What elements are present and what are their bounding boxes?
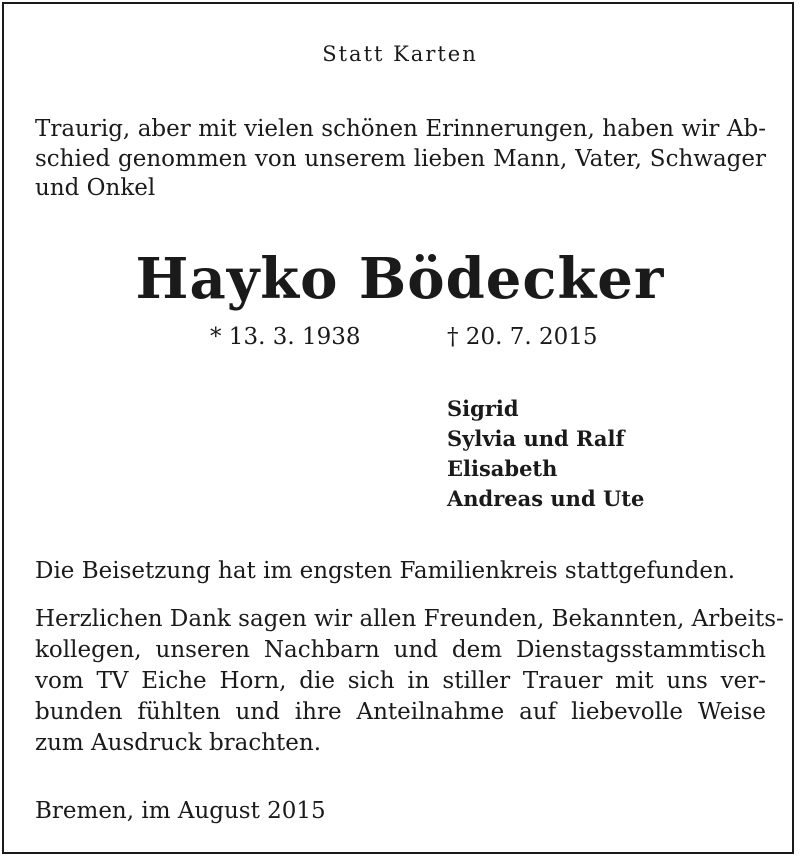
death-date: † 20. 7. 2015 — [447, 324, 598, 350]
thanks-line-3: vom TV Eiche Horn, die sich in stiller Trauer mit uns ver- — [35, 668, 766, 694]
intro-line-3: und Onkel — [35, 175, 156, 201]
place-date: Bremen, im August 2015 — [35, 798, 326, 824]
thanks-line-4: bunden fühlten und ihre Anteilnahme auf liebevolle Weise — [35, 699, 766, 725]
family-member-4: Andreas und Ute — [447, 486, 645, 511]
intro-line-1: Traurig, aber mit vielen schönen Erinnerungen, haben wir Ab- — [35, 116, 766, 142]
deceased-name: Hayko Bödecker — [135, 246, 665, 312]
thanks-line-2: kollegen, unseren Nachbarn und dem Dienstagsstammtisch — [35, 637, 766, 663]
thanks-line-1: Herzlichen Dank sagen wir allen Freunden, Bekannten, Arbeits- — [35, 606, 784, 632]
family-member-2: Sylvia und Ralf — [447, 426, 625, 451]
family-member-1: Sigrid — [447, 396, 519, 421]
burial-note: Die Beisetzung hat im engsten Familienkreis stattgefunden. — [35, 558, 736, 584]
thanks-line-5: zum Ausdruck brachten. — [35, 730, 322, 756]
intro-line-2: schied genommen von unserem lieben Mann, Vater, Schwager — [35, 146, 766, 172]
family-member-3: Elisabeth — [447, 456, 558, 481]
notice-heading: Statt Karten — [322, 42, 478, 66]
birth-date: * 13. 3. 1938 — [210, 324, 361, 350]
